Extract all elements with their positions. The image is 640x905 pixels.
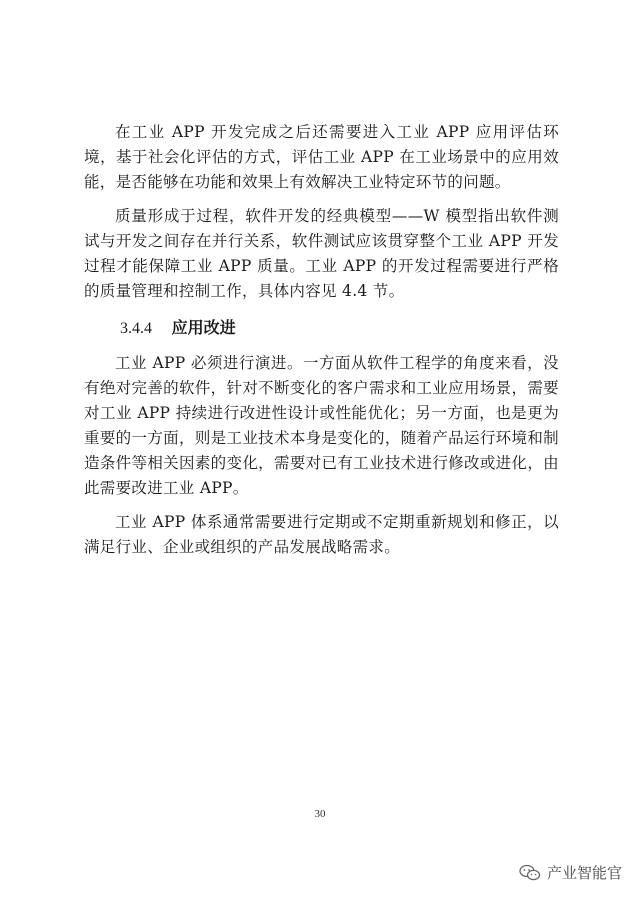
section-heading xyxy=(84,316,559,341)
page-number: 30 xyxy=(314,808,326,820)
paragraph-app-evaluation: 在工业 APP 开发完成之后还需要进入工业 APP 应用评估环境，基于社会化评估的方式，评估工业 APP 在工业场景中的应用效能，是否能够在功能和效果上有效解决工业特定环节的问题。 xyxy=(84,123,559,191)
watermark-text: 产业智能官 xyxy=(546,864,622,882)
page-content xyxy=(84,120,559,569)
wechat-icon xyxy=(519,864,541,882)
section-title: 应用改进 xyxy=(171,318,236,337)
section-number: 3.4.4 xyxy=(120,320,152,337)
paragraph-evolution: 工业 APP 必须进行演进。一方面从软件工程学的角度来看，没有绝对完善的软件，针对不断变化的客户需求和工业应用场景，需要对工业 APP 持续进行改进性设计或性能优化；另一方面，也是更为重要的一方面，则是工业技术本身是变化的，随着产品运行环境和制造条件等相关因素的变化，需要对已有工业技术进行修改或进化，由此需要改进工业 APP。 xyxy=(84,354,559,497)
paragraph-planning: 工业 APP 体系通常需要进行定期或不定期重新规划和修正，以满足行业、企业或组织的产品发展战略需求。 xyxy=(84,513,559,556)
watermark xyxy=(519,862,622,883)
paragraph-quality: 质量形成于过程，软件开发的经典模型——W 模型指出软件测试与开发之间存在并行关系，软件测试应该贯穿整个工业 APP 开发过程才能保障工业 APP 质量。工业 APP 的开发过程需要进行严格的质量管理和控制工作，具体内容见 4.4 节。 xyxy=(84,207,559,300)
